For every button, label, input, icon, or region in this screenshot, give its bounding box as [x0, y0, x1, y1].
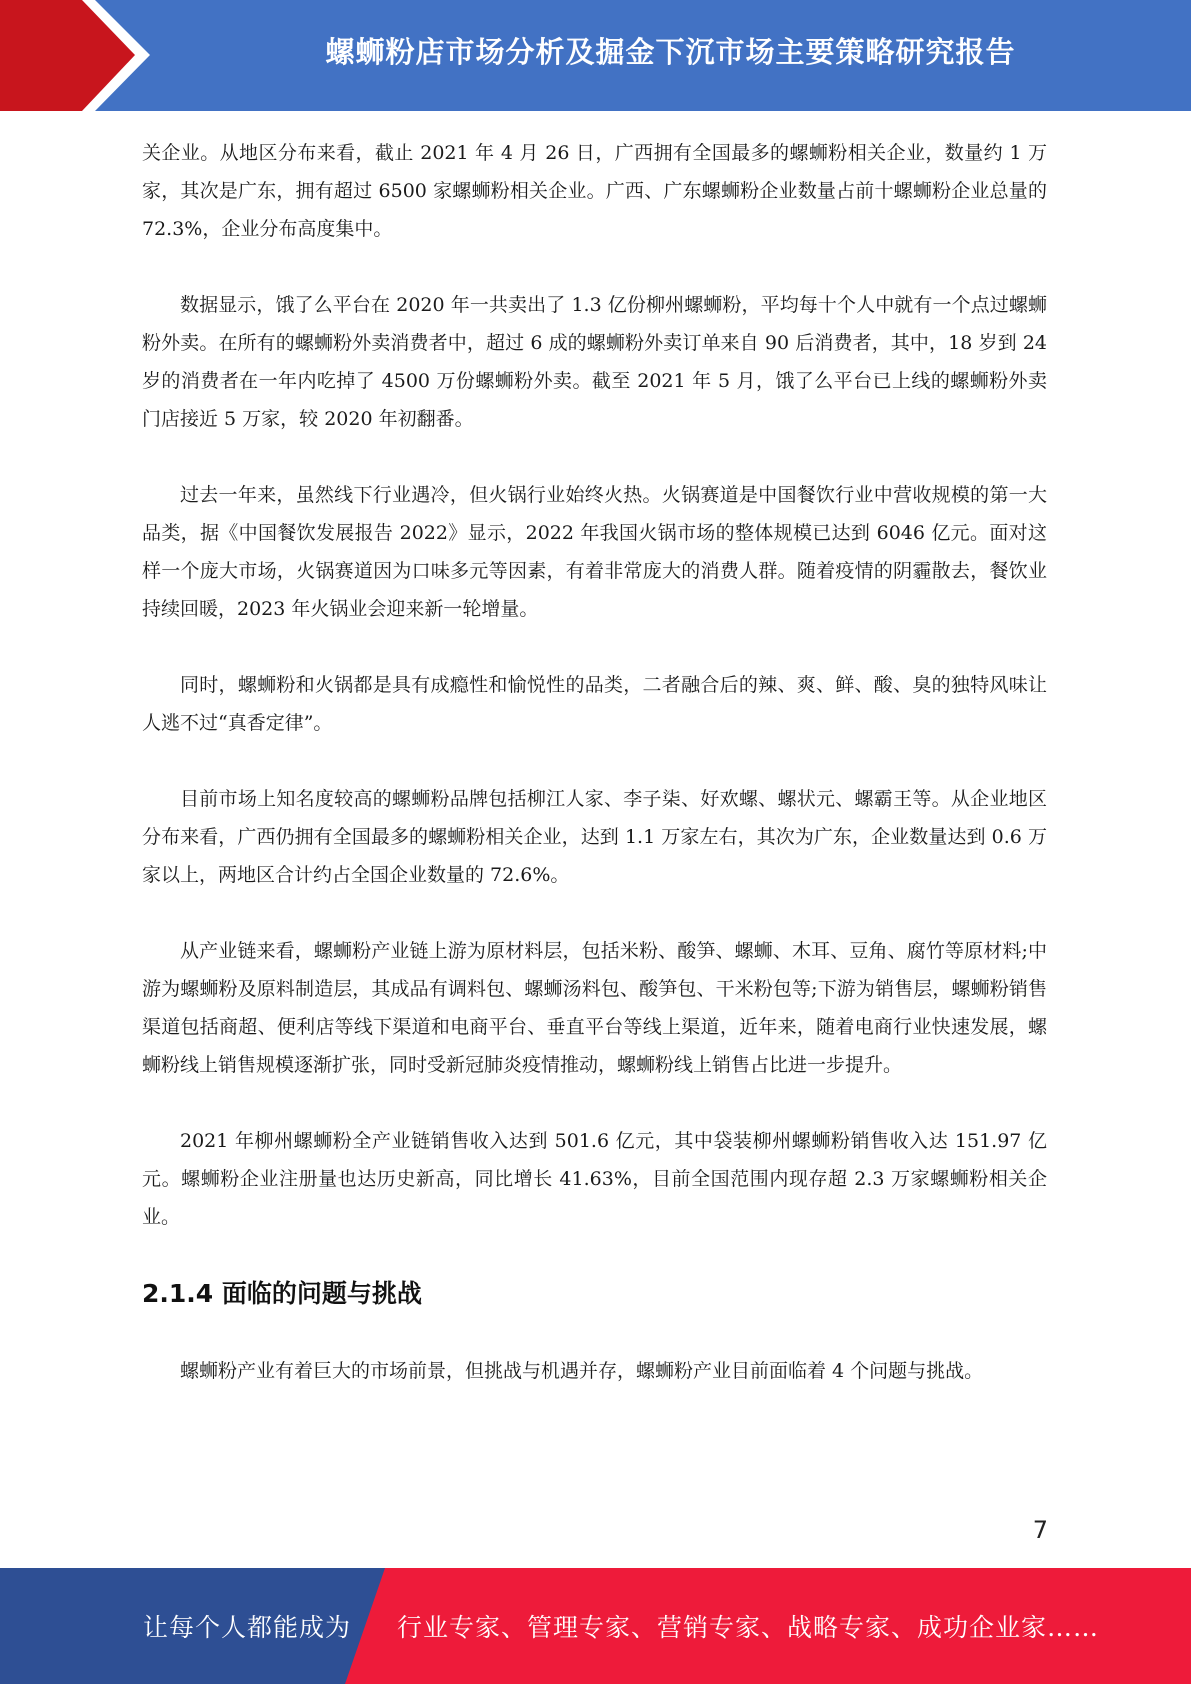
- paragraph: 过去一年来，虽然线下行业遇冷，但火锅行业始终火热。火锅赛道是中国餐饮行业中营收规模的第一大品类，据《中国餐饮发展报告 2022》显示，2022 年我国火锅市场的整体规模已达到 6046 亿元。面对这样一个庞大市场，火锅赛道因为口味多元等因素，有着非常庞大的消费人群。随着疫情的阴霾散去，餐饮业持续回暖，2023 年火锅业会迎来新一轮增量。: [142, 484, 1047, 620]
- paragraph: 目前市场上知名度较高的螺蛳粉品牌包括柳江人家、李子柒、好欢螺、螺状元、螺霸王等。从企业地区分布来看，广西仍拥有全国最多的螺蛳粉相关企业，达到 1.1 万家左右，其次为广东，企业数量达到 0.6 万家以上，两地区合计约占全国企业数量的 72.6%。: [142, 788, 1047, 886]
- page-header: [0, 0, 1191, 111]
- page-footer: [0, 1568, 1191, 1684]
- page-number: 7: [1032, 1516, 1048, 1544]
- paragraph: 从产业链来看，螺蛳粉产业链上游为原材料层，包括米粉、酸笋、螺蛳、木耳、豆角、腐竹等原材料;中游为螺蛳粉及原料制造层，其成品有调料包、螺蛳汤料包、酸笋包、干米粉包等;下游为销售层，螺蛳粉销售渠道包括商超、便利店等线下渠道和电商平台、垂直平台等线上渠道，近年来，随着电商行业快速发展，螺蛳粉线上销售规模逐渐扩张，同时受新冠肺炎疫情推动，螺蛳粉线上销售占比进一步提升。: [142, 940, 1047, 1076]
- paragraph: 螺蛳粉产业有着巨大的市场前景，但挑战与机遇并存，螺蛳粉产业目前面临着 4 个问题与挑战。: [180, 1360, 984, 1382]
- section-heading: 2.1.4 面临的问题与挑战: [142, 1279, 422, 1308]
- paragraph: 关企业。从地区分布来看，截止 2021 年 4 月 26 日，广西拥有全国最多的螺蛳粉相关企业，数量约 1 万家，其次是广东，拥有超过 6500 家螺蛳粉相关企业。广西、广东螺蛳粉企业数量占前十螺蛳粉企业总量的 72.3%，企业分布高度集中。: [142, 142, 1047, 240]
- paragraph: 同时，螺蛳粉和火锅都是具有成瘾性和愉悦性的品类，二者融合后的辣、爽、鲜、酸、臭的独特风味让人逃不过“真香定律”。: [142, 674, 1047, 734]
- document-body: [142, 134, 1047, 1428]
- footer-slogan-left: 让每个人都能成为: [143, 1613, 352, 1642]
- paragraph: 2021 年柳州螺蛳粉全产业链销售收入达到 501.6 亿元，其中袋装柳州螺蛳粉销售收入达 151.97 亿元。螺蛳粉企业注册量也达历史新高，同比增长 41.63%，目前全国范围内现存超 2.3 万家螺蛳粉相关企业。: [142, 1130, 1047, 1228]
- report-title: 螺蛳粉店市场分析及掘金下沉市场主要策略研究报告: [325, 34, 1016, 69]
- header-arrow-decoration: [0, 0, 160, 111]
- footer-slogan-right: 行业专家、管理专家、营销专家、战略专家、成功企业家……: [397, 1613, 1100, 1642]
- paragraph: 数据显示，饿了么平台在 2020 年一共卖出了 1.3 亿份柳州螺蛳粉，平均每十个人中就有一个点过螺蛳粉外卖。在所有的螺蛳粉外卖消费者中，超过 6 成的螺蛳粉外卖订单来自 90 后消费者，其中，18 岁到 24 岁的消费者在一年内吃掉了 4500 万份螺蛳粉外卖。截至 2021 年 5 月，饿了么平台已上线的螺蛳粉外卖门店接近 5 万家，较 2020 年初翻番。: [142, 294, 1047, 430]
